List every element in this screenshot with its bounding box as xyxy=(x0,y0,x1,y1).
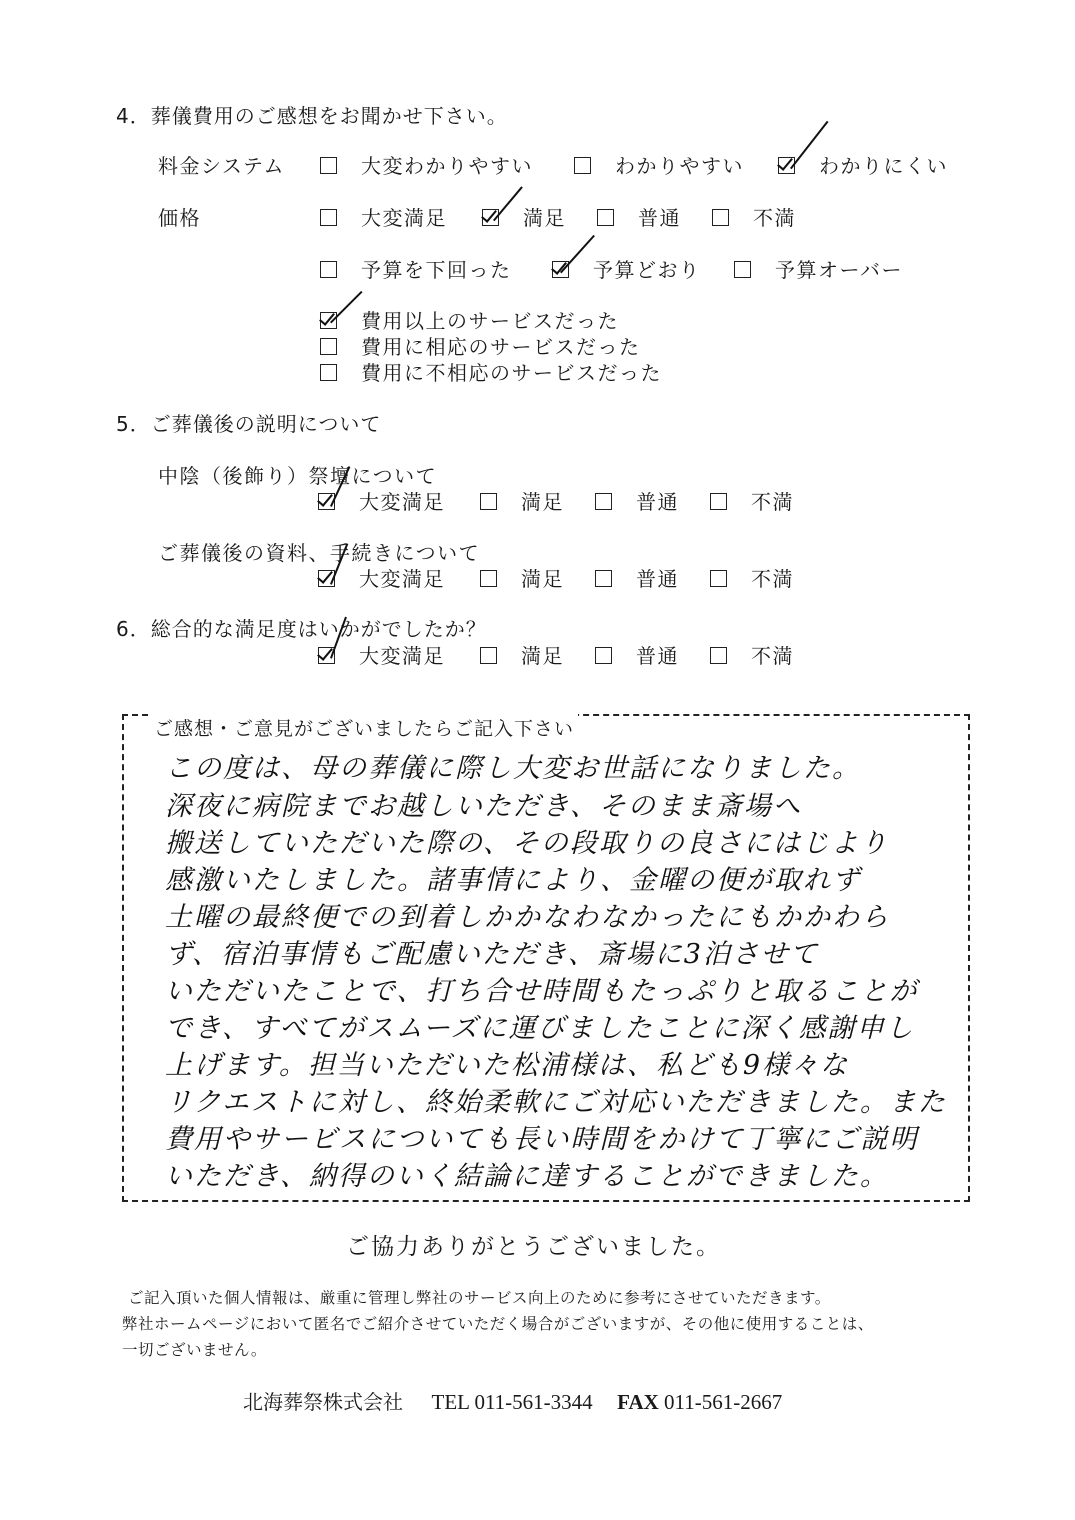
docs-option-satisfied[interactable]: 満足 xyxy=(480,563,564,592)
comment-line: ず、宿泊事情もご配慮いただき、斎場に3泊させて xyxy=(165,939,819,970)
docs-option-normal[interactable]: 普通 xyxy=(595,563,679,592)
system-option-clear[interactable]: わかりやすい xyxy=(574,150,744,179)
checkbox[interactable] xyxy=(480,647,497,664)
comment-line: 費用やサービスについても長い時間をかけて丁寧にご説明 xyxy=(165,1124,919,1155)
fax-number: 011-561-2667 xyxy=(664,1390,783,1414)
privacy-notice-line: 弊社ホームページにおいて匿名でご紹介させていただく場合がございますが、その他に使用することは、 xyxy=(122,1315,874,1333)
fee-system-label: 料金システム xyxy=(158,154,285,178)
checkbox[interactable] xyxy=(320,209,337,226)
system-option-very-clear[interactable]: 大変わかりやすい xyxy=(320,150,533,179)
comment-line: 上げます。担当いただいた松浦様は、私ども9様々な xyxy=(165,1050,850,1081)
privacy-notice-line: 一切ございません。 xyxy=(122,1341,267,1359)
budget-option-over[interactable]: 予算オーバー xyxy=(734,254,903,283)
docs-label: ご葬儀後の資料、手続きについて xyxy=(158,541,481,565)
company-contact xyxy=(243,1386,782,1415)
budget-option-under[interactable]: 予算を下回った xyxy=(320,254,512,283)
checkbox[interactable] xyxy=(734,261,751,278)
comment-line: いただき、納得のいく結論に達することができました。 xyxy=(165,1161,889,1192)
checkbox[interactable] xyxy=(710,647,727,664)
checkbox[interactable] xyxy=(595,493,612,510)
docs-option-dissatisfied[interactable]: 不満 xyxy=(710,563,794,592)
comment-line: この度は、母の葬儀に際し大変お世話になりました。 xyxy=(165,753,861,784)
checkbox[interactable] xyxy=(595,570,612,587)
overall-option-very-satisfied[interactable]: 大変満足 xyxy=(318,640,445,669)
checkbox[interactable] xyxy=(710,570,727,587)
question-4-title: 4．葬儀費用のご感想をお聞かせ下さい。 xyxy=(116,104,508,128)
checkbox-checked[interactable] xyxy=(320,312,337,329)
comment-line: 深夜に病院までお越しいただき、そのまま斎場へ xyxy=(165,791,802,822)
checkbox[interactable] xyxy=(712,209,729,226)
checkbox[interactable] xyxy=(710,493,727,510)
checkbox[interactable] xyxy=(320,364,337,381)
overall-option-satisfied[interactable]: 満足 xyxy=(480,640,564,669)
comment-line: 土曜の最終便での到着しかかなわなかったにもかかわら xyxy=(165,902,890,933)
comment-line: でき、すべてがスムーズに運びましたことに深く感謝申し xyxy=(165,1013,915,1044)
altar-label: 中陰（後飾り）祭壇について xyxy=(158,464,438,488)
question-5-title: 5．ご葬儀後の説明について xyxy=(116,412,382,436)
service-option-fair[interactable]: 費用に相応のサービスだった xyxy=(320,331,641,360)
checkbox[interactable] xyxy=(480,493,497,510)
price-option-satisfied[interactable]: 満足 xyxy=(482,202,566,231)
price-option-normal[interactable]: 普通 xyxy=(597,202,681,231)
checkbox[interactable] xyxy=(320,157,337,174)
comment-line: リクエストに対し、終始柔軟にご対応いただきました。また xyxy=(165,1087,947,1118)
altar-option-very-satisfied[interactable]: 大変満足 xyxy=(318,486,445,515)
system-option-unclear[interactable]: わかりにくい xyxy=(778,150,948,179)
tel-number: TEL 011-561-3344 xyxy=(431,1390,593,1414)
price-label: 価格 xyxy=(158,206,201,230)
altar-option-dissatisfied[interactable]: 不満 xyxy=(710,486,794,515)
thanks-message: ご協力ありがとうございました。 xyxy=(346,1234,721,1260)
overall-option-normal[interactable]: 普通 xyxy=(595,640,679,669)
checkbox[interactable] xyxy=(320,261,337,278)
checkbox[interactable] xyxy=(595,647,612,664)
checkbox[interactable] xyxy=(597,209,614,226)
question-6-title: 6．総合的な満足度はいかがでしたか？ xyxy=(116,617,487,641)
docs-option-very-satisfied[interactable]: 大変満足 xyxy=(318,563,445,592)
comment-label: ご感想・ご意見がございましたらご記入下さい xyxy=(150,714,578,741)
checkbox[interactable] xyxy=(320,338,337,355)
comment-line: いただいたことで、打ち合せ時間もたっぷりと取ることが xyxy=(165,976,919,1007)
price-option-dissatisfied[interactable]: 不満 xyxy=(712,202,796,231)
budget-option-as-planned[interactable]: 予算どおり xyxy=(552,254,701,283)
altar-option-satisfied[interactable]: 満足 xyxy=(480,486,564,515)
fax-label: FAX xyxy=(617,1390,659,1414)
comment-line: 搬送していただいた際の、その段取りの良さにはじより xyxy=(165,828,889,859)
service-option-below[interactable]: 費用に不相応のサービスだった xyxy=(320,357,662,386)
overall-option-dissatisfied[interactable]: 不満 xyxy=(710,640,794,669)
altar-option-normal[interactable]: 普通 xyxy=(595,486,679,515)
comment-line: 感激いたしました。諸事情により、金曜の便が取れず xyxy=(165,865,861,896)
checkbox[interactable] xyxy=(574,157,591,174)
price-option-very-satisfied[interactable]: 大変満足 xyxy=(320,202,447,231)
checkbox[interactable] xyxy=(480,570,497,587)
service-option-above[interactable]: 費用以上のサービスだった xyxy=(320,305,619,334)
privacy-notice-line: ご記入頂いた個人情報は、厳重に管理し弊社のサービス向上のために参考にさせていただきます。 xyxy=(128,1289,831,1307)
company-name: 北海葬祭株式会社 xyxy=(243,1390,403,1414)
